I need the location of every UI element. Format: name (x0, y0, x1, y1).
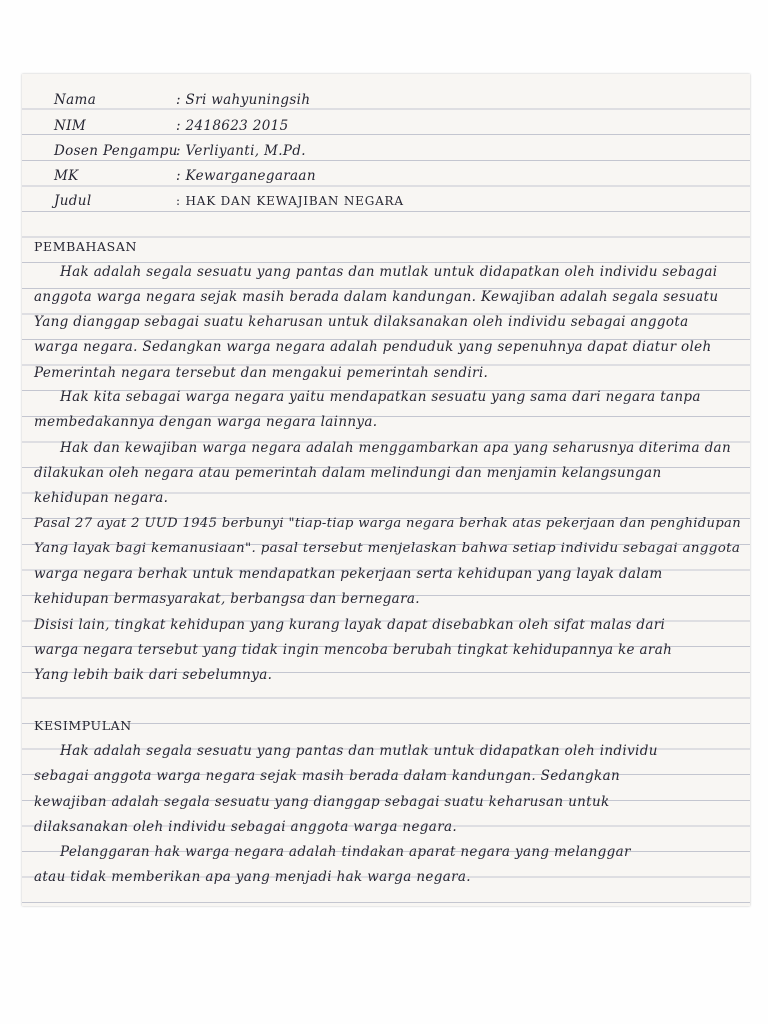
kesimpulan-line: sebagai anggota warga negara sejak masih berada dalam kandungan. Sedangkan (34, 768, 621, 784)
kesimpulan-line: Hak adalah segala sesuatu yang pantas dan mutlak untuk didapatkan oleh individu (60, 743, 658, 759)
pembahasan-line: Pasal 27 ayat 2 UUD 1945 berbunyi "tiap-tiap warga negara berhak atas pekerjaan dan penghidupan (34, 516, 742, 531)
pembahasan-line: Hak adalah segala sesuatu yang pantas dan mutlak untuk didapatkan oleh individu sebagai (60, 264, 718, 280)
dosen-label: Dosen Pengampu (54, 143, 178, 159)
notebook-page (22, 74, 750, 906)
pembahasan-line: membedakannya dengan warga negara lainnya. (34, 414, 378, 430)
pembahasan-line: Disisi lain, tingkat kehidupan yang kurang layak dapat disebabkan oleh sifat malas dari (34, 617, 666, 633)
judul-value: : HAK DAN KEWAJIBAN NEGARA (176, 194, 404, 208)
pembahasan-line: warga negara berhak untuk mendapatkan pekerjaan serta kehidupan yang layak dalam (34, 566, 663, 582)
mk-label: MK (54, 168, 79, 184)
pembahasan-line: Pemerintah negara tersebut dan mengakui pemerintah sendiri. (34, 365, 489, 381)
pembahasan-heading: PEMBAHASAN (34, 239, 138, 254)
pembahasan-line: warga negara. Sedangkan warga negara adalah penduduk yang sepenuhnya dapat diatur oleh (34, 339, 712, 355)
pembahasan-line: dilakukan oleh negara atau pemerintah dalam melindungi dan menjamin kelangsungan (34, 465, 662, 481)
pembahasan-line: Yang dianggap sebagai suatu keharusan untuk dilaksanakan oleh individu sebagai anggota (34, 314, 689, 330)
pembahasan-line: anggota warga negara sejak masih berada dalam kandungan. Kewajiban adalah segala sesuatu (34, 289, 719, 305)
pembahasan-line: warga negara tersebut yang tidak ingin mencoba berubah tingkat kehidupannya ke arah (34, 642, 673, 658)
mk-value: : Kewarganegaraan (176, 168, 316, 184)
nim-value: : 2418623 2015 (176, 118, 289, 134)
kesimpulan-line: Pelanggaran hak warga negara adalah tindakan aparat negara yang melanggar (60, 844, 631, 860)
kesimpulan-line: kewajiban adalah segala sesuatu yang dianggap sebagai suatu keharusan untuk (34, 794, 610, 810)
pembahasan-line: kehidupan negara. (34, 490, 169, 506)
nim-label: NIM (54, 118, 87, 134)
kesimpulan-line: atau tidak memberikan apa yang menjadi hak warga negara. (34, 869, 471, 885)
pembahasan-line: Hak kita sebagai warga negara yaitu mendapatkan sesuatu yang sama dari negara tanpa (60, 389, 701, 405)
kesimpulan-heading: KESIMPULAN (34, 718, 132, 733)
pembahasan-line: Yang lebih baik dari sebelumnya. (34, 667, 273, 683)
kesimpulan-line: dilaksanakan oleh individu sebagai anggota warga negara. (34, 819, 458, 835)
judul-label: Judul (54, 193, 92, 209)
name-label: Nama (54, 92, 97, 108)
dosen-value: : Verliyanti, M.Pd. (176, 143, 306, 159)
pembahasan-line: Yang layak bagi kemanusiaan". pasal tersebut menjelaskan bahwa setiap individu sebagai anggota (34, 541, 741, 556)
pembahasan-line: kehidupan bermasyarakat, berbangsa dan bernegara. (34, 591, 420, 607)
pembahasan-line: Hak dan kewajiban warga negara adalah menggambarkan apa yang seharusnya diterima dan (60, 440, 731, 456)
name-value: : Sri wahyuningsih (176, 92, 311, 108)
